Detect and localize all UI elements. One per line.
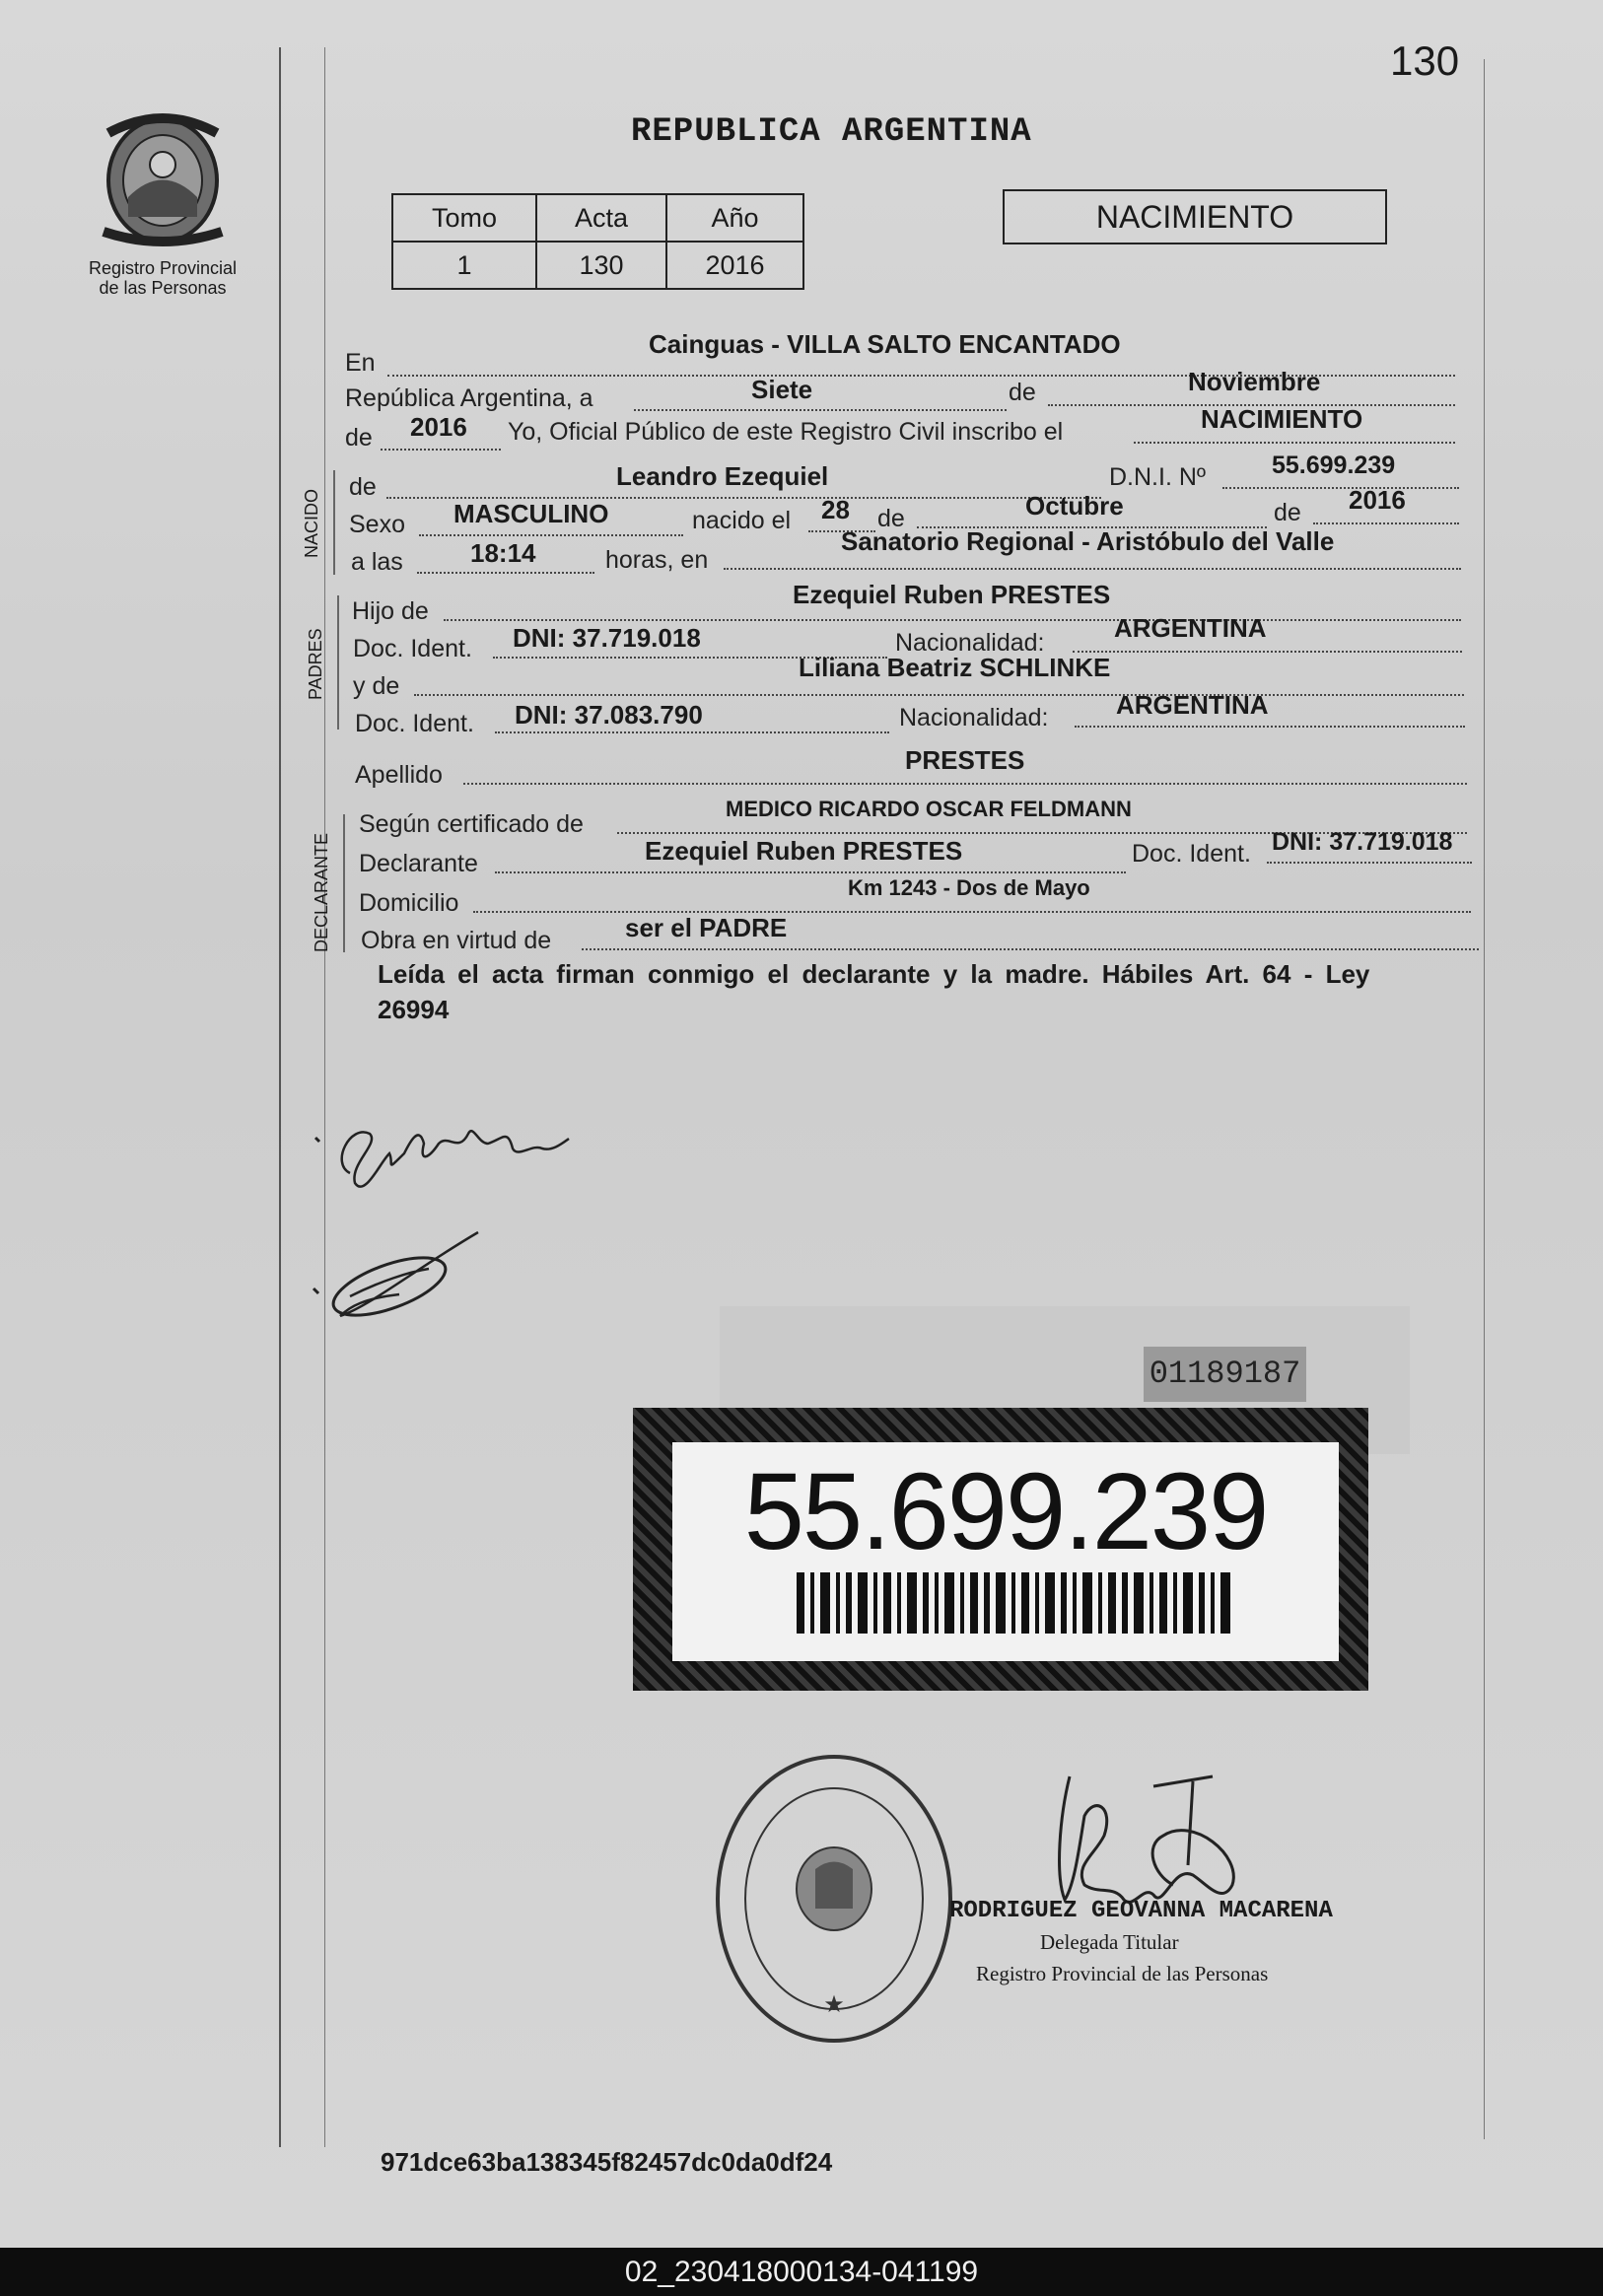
birth-day-value: 28 [821,495,850,524]
nacionalidad-label: Nacionalidad: [899,704,1049,731]
a-las-label: a las [351,548,403,576]
oficial-text: Yo, Oficial Público de este Registro Civil inscribo el [508,418,1064,446]
nacido-side-label: NACIDO [302,488,321,558]
record-table [391,193,804,290]
provincial-emblem-icon [94,104,232,251]
dotted-line [444,619,1461,621]
capacity-value: ser el PADRE [625,913,788,942]
record-type-box: NACIMIENTO [1003,189,1387,244]
dotted-line [495,871,1126,873]
svg-text:★: ★ [823,1991,845,2018]
dotted-line [1313,522,1459,524]
doc-ident-label: Doc. Ident. [1132,840,1251,868]
day-value: Siete [751,375,813,404]
dotted-line [1134,442,1455,444]
dotted-line [724,568,1461,570]
value-tomo: 1 [392,242,536,289]
surname-value: PRESTES [905,745,1025,775]
official-name: RODRIGUEZ GEOVANNA MACARENA [949,1898,1333,1924]
section-bracket [343,814,345,952]
page-number: 130 [1390,37,1460,84]
nacionalidad-label: Nacionalidad: [895,629,1045,657]
birth-year-value: 2016 [1349,485,1406,515]
domicilio-label: Domicilio [359,889,459,917]
de-label: de [877,505,905,532]
dotted-line [1075,726,1465,728]
father-nat-value: ARGENTINA [1114,613,1267,643]
y-de-label: y de [353,672,400,700]
declarante-label: Declarante [359,850,478,877]
de-label: de [1009,379,1036,406]
section-bracket [337,595,339,730]
registry-stamp-icon [712,1751,956,2047]
de-label: de [345,424,373,452]
dotted-line [419,534,683,536]
dotted-line [1222,487,1459,489]
birth-month-value: Octubre [1025,491,1124,521]
form-margin-line [324,47,325,2147]
header-anio: Año [666,194,803,242]
dotted-line [634,409,1007,411]
republica-label: República Argentina, a [345,384,593,412]
address-value: Km 1243 - Dos de Mayo [848,875,1090,900]
year-value: 2016 [410,412,467,442]
id-label-number: 55.699.239 [743,1451,1268,1572]
header-tomo: Tomo [392,194,536,242]
father-name-value: Ezequiel Ruben PRESTES [793,580,1111,609]
document-hash: 971dce63ba138345f82457dc0da0df24 [381,2147,833,2177]
dotted-line [1267,862,1472,864]
horas-label: horas, en [605,546,709,574]
right-margin-line [1484,59,1485,2139]
value-anio: 2016 [666,242,803,289]
place-value: Cainguas - VILLA SALTO ENCANTADO [649,329,1121,359]
doc-ident-label: Doc. Ident. [355,710,474,737]
mother-nat-value: ARGENTINA [1116,690,1269,720]
dni-label: D.N.I. Nº [1109,463,1207,491]
scan-footer: 02_230418000134-041199 [0,2248,1603,2296]
birth-time-value: 18:14 [470,538,536,568]
registry-label: Registro Provincial de las Personas [88,258,238,298]
child-dni-value: 55.699.239 [1272,452,1396,479]
declarant-doc-value: DNI: 37.719.018 [1272,828,1453,856]
mother-signature-icon [311,1227,488,1336]
nacido-el-label: nacido el [692,507,792,534]
padres-side-label: PADRES [306,628,325,700]
serial-number: 01189187 [1144,1347,1306,1402]
dotted-line [582,948,1479,950]
de-label: de [349,473,377,501]
declarante-side-label: DECLARANTE [312,832,331,952]
value-acta: 130 [536,242,666,289]
dotted-line [1073,651,1462,653]
inscription-value: NACIMIENTO [1201,404,1363,434]
barcode-icon [797,1572,1238,1634]
sex-value: MASCULINO [453,499,609,528]
section-bracket [333,470,335,575]
declarant-name-value: Ezequiel Ruben PRESTES [645,836,963,866]
dotted-line [417,572,594,574]
left-margin-line [279,47,281,2147]
apellido-label: Apellido [355,761,443,789]
birth-place-value: Sanatorio Regional - Aristóbulo del Valle [841,526,1335,556]
official-organization: Registro Provincial de las Personas [976,1962,1269,1985]
father-doc-value: DNI: 37.719.018 [513,623,701,653]
sexo-label: Sexo [349,511,405,538]
official-role: Delegada Titular [1040,1930,1179,1954]
doc-ident-label: Doc. Ident. [353,635,472,662]
dotted-line [463,783,1467,785]
hijo-de-label: Hijo de [352,597,429,625]
dotted-line [473,911,1471,913]
obra-label: Obra en virtud de [361,927,552,954]
mother-doc-value: DNI: 37.083.790 [515,700,703,730]
month-value: Noviembre [1188,367,1321,396]
document-title: REPUBLICA ARGENTINA [631,113,1032,151]
dotted-line [381,449,501,451]
mother-name-value: Liliana Beatriz SCHLINKE [799,653,1111,682]
dotted-line [414,694,1464,696]
declarant-signature-icon [311,1104,587,1213]
certificate-value: MEDICO RICARDO OSCAR FELDMANN [726,797,1132,821]
header-acta: Acta [536,194,666,242]
de-label: de [1274,499,1301,526]
dotted-line [495,731,889,733]
child-name-value: Leandro Ezequiel [616,461,829,491]
closing-statement: Leída el acta firman conmigo el declarante y la madre. Hábiles Art. 64 - Ley 26994 [378,959,1370,1024]
segun-label: Según certificado de [359,810,584,838]
en-label: En [345,349,376,377]
